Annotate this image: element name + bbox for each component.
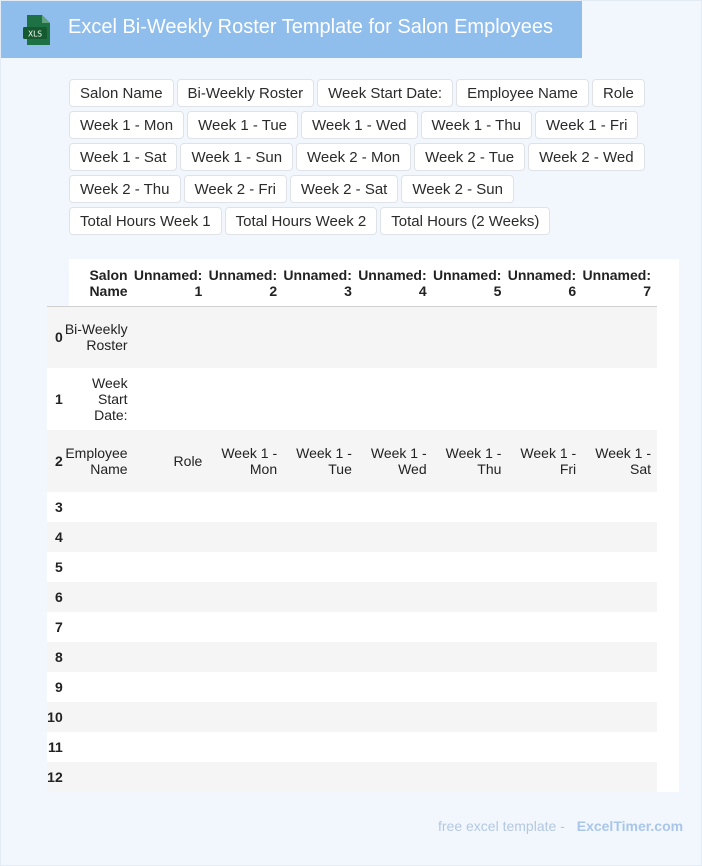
column-tag: Week 2 - Mon: [296, 143, 411, 171]
table-cell: [283, 522, 358, 552]
table-cell: [433, 582, 508, 612]
table-cell: Week 1 - Wed: [370, 445, 427, 477]
table-cell: [358, 732, 433, 762]
table-cell: [208, 306, 283, 368]
table-cell: [433, 732, 508, 762]
table-cell: [208, 762, 283, 792]
table-cell: Week 1 - Sat: [595, 445, 651, 477]
table-cell: [283, 306, 358, 368]
table-cell: [134, 672, 209, 702]
table-cell: [134, 702, 209, 732]
table-cell: [507, 732, 582, 762]
table-row: [47, 552, 657, 582]
table-cell: [507, 702, 582, 732]
table-cell: [283, 368, 358, 430]
table-cell: [433, 492, 508, 522]
table-cell: Role: [173, 453, 203, 469]
table-cell: [65, 522, 134, 552]
row-index: 6: [54, 589, 63, 605]
table-cell: [208, 642, 283, 672]
table-cell: [582, 582, 657, 612]
table-cell: [134, 762, 209, 792]
column-tag-list: [69, 79, 669, 235]
row-index: 12: [47, 769, 63, 785]
table-cell: [433, 522, 508, 552]
table-cell: [65, 732, 134, 762]
table-cell: [358, 552, 433, 582]
table-cell: [433, 368, 508, 430]
table-cell: Week 1 - Thu: [445, 445, 502, 477]
table-cell: Employee Name: [65, 445, 128, 477]
table-row: [47, 612, 657, 642]
column-tag: Week 1 - Fri: [535, 111, 638, 139]
row-index: 2: [54, 453, 63, 469]
table-cell: [134, 492, 209, 522]
table-cell: [208, 492, 283, 522]
table-row: [47, 672, 657, 702]
footer-prefix: free excel template -: [438, 818, 565, 834]
column-header: Unnamed: 5: [432, 267, 502, 300]
table-cell: [65, 702, 134, 732]
table-cell: [507, 672, 582, 702]
table-cell: [582, 762, 657, 792]
table-cell: [283, 612, 358, 642]
table-row: [47, 306, 657, 368]
table-cell: [433, 552, 508, 582]
table-cell: [134, 368, 209, 430]
table-cell: [507, 762, 582, 792]
table-cell: [582, 492, 657, 522]
footer-brand-link[interactable]: ExcelTimer.com: [576, 818, 684, 834]
excel-file-icon: [22, 14, 52, 46]
table-header-row: [47, 259, 657, 306]
table-cell: Week 1 - Tue: [296, 445, 352, 477]
table-cell: [134, 732, 209, 762]
column-tag: Week 2 - Sat: [290, 175, 398, 203]
table-cell: [433, 612, 508, 642]
column-header: Unnamed: 3: [283, 267, 352, 300]
table-cell: [208, 612, 283, 642]
column-tag: Week 1 - Sat: [69, 143, 177, 171]
table-cell: [134, 522, 209, 552]
column-tag: Week 2 - Fri: [184, 175, 287, 203]
table-cell: [582, 306, 657, 368]
table-cell: [358, 762, 433, 792]
table-cell: [507, 368, 582, 430]
table-cell: [507, 582, 582, 612]
table-cell: [65, 582, 134, 612]
table-cell: [582, 732, 657, 762]
row-index: 11: [47, 739, 63, 755]
table-cell: [507, 522, 582, 552]
table-cell: [65, 612, 134, 642]
column-tag: Bi-Weekly Roster: [177, 79, 315, 107]
column-header: Salon Name: [89, 267, 128, 300]
table-cell: [283, 762, 358, 792]
table-cell: [433, 642, 508, 672]
table-cell: [507, 612, 582, 642]
table-cell: Week Start Date:: [92, 375, 128, 423]
column-tag: Salon Name: [69, 79, 174, 107]
column-header: Unnamed: 6: [507, 267, 577, 300]
row-index: 0: [54, 329, 63, 346]
table-cell: [582, 672, 657, 702]
table-cell: [208, 522, 283, 552]
column-tag: Week 1 - Mon: [69, 111, 184, 139]
table-cell: [582, 642, 657, 672]
table-cell: [208, 582, 283, 612]
index-header: [47, 259, 65, 306]
table-cell: [507, 552, 582, 582]
table-cell: [433, 702, 508, 732]
table-cell: [283, 492, 358, 522]
table-row: [47, 430, 657, 492]
column-tag: Week 1 - Wed: [301, 111, 417, 139]
table-cell: Week 1 - Mon: [221, 445, 278, 477]
excel-icon-label: XLS: [27, 29, 43, 39]
page-title: Excel Bi-Weekly Roster Template for Salon Employees: [68, 16, 554, 38]
table-cell: [507, 492, 582, 522]
table-cell: [358, 702, 433, 732]
table-cell: [65, 642, 134, 672]
table-cell: [65, 672, 134, 702]
table-cell: [283, 582, 358, 612]
footer-credit: [438, 818, 683, 834]
table-row: [47, 762, 657, 792]
table-cell: [208, 732, 283, 762]
table-cell: [134, 642, 209, 672]
column-tag: Week 2 - Thu: [69, 175, 181, 203]
table-cell: [65, 762, 134, 792]
column-tag: Total Hours (2 Weeks): [380, 207, 550, 235]
table-cell: [208, 368, 283, 430]
table-cell: [65, 552, 134, 582]
column-header: Unnamed: 2: [208, 267, 278, 300]
table-cell: [582, 612, 657, 642]
table-cell: Week 1 - Fri: [520, 445, 577, 477]
row-index: 1: [54, 391, 63, 407]
column-header: Unnamed: 1: [133, 267, 203, 300]
table-row: [47, 702, 657, 732]
table-cell: [582, 552, 657, 582]
table-cell: [358, 522, 433, 552]
column-tag: Week 1 - Sun: [180, 143, 293, 171]
table-cell: [358, 582, 433, 612]
row-index: 9: [54, 679, 63, 695]
column-tag: Employee Name: [456, 79, 589, 107]
table-cell: [582, 522, 657, 552]
table-row: [47, 582, 657, 612]
column-tag: Week 2 - Wed: [528, 143, 644, 171]
table-cell: [358, 672, 433, 702]
table-cell: [358, 306, 433, 368]
table-cell: [433, 762, 508, 792]
table-row: [47, 492, 657, 522]
row-index: 3: [54, 499, 63, 515]
table-row: [47, 368, 657, 430]
column-tag: Total Hours Week 1: [69, 207, 222, 235]
data-preview-table: [47, 259, 679, 792]
column-tag: Week 2 - Tue: [414, 143, 525, 171]
table-cell: [582, 368, 657, 430]
table-cell: [283, 642, 358, 672]
table-cell: [507, 642, 582, 672]
row-index: 7: [54, 619, 63, 635]
table-row: [47, 732, 657, 762]
table-cell: [208, 552, 283, 582]
table-cell: [208, 702, 283, 732]
column-tag: Week 2 - Sun: [401, 175, 514, 203]
table-cell: [582, 702, 657, 732]
table-row: [47, 522, 657, 552]
column-tag: Week 1 - Thu: [421, 111, 533, 139]
table-cell: [134, 552, 209, 582]
table-cell: [208, 672, 283, 702]
table-cell: [134, 612, 209, 642]
row-index: 4: [54, 529, 63, 545]
table-cell: [433, 306, 508, 368]
table-cell: [433, 672, 508, 702]
column-header: Unnamed: 7: [582, 267, 651, 300]
title-bar: [1, 1, 582, 58]
column-tag: Role: [592, 79, 645, 107]
table-cell: Bi-Weekly Roster: [64, 321, 128, 354]
table-cell: [358, 642, 433, 672]
table-cell: [283, 552, 358, 582]
table-cell: [283, 672, 358, 702]
table-cell: [358, 492, 433, 522]
table-cell: [358, 612, 433, 642]
row-index: 8: [54, 649, 63, 665]
column-tag: Week 1 - Tue: [187, 111, 298, 139]
table-cell: [283, 732, 358, 762]
column-header: Unnamed: 4: [358, 267, 427, 300]
column-tag: Total Hours Week 2: [225, 207, 378, 235]
table-cell: [134, 306, 209, 368]
table-cell: [65, 492, 134, 522]
table-cell: [134, 582, 209, 612]
column-tag: Week Start Date:: [317, 79, 453, 107]
table-row: [47, 642, 657, 672]
row-index: 10: [47, 709, 63, 725]
table-cell: [507, 306, 582, 368]
table-cell: [358, 368, 433, 430]
row-index: 5: [54, 559, 63, 575]
table-cell: [283, 702, 358, 732]
